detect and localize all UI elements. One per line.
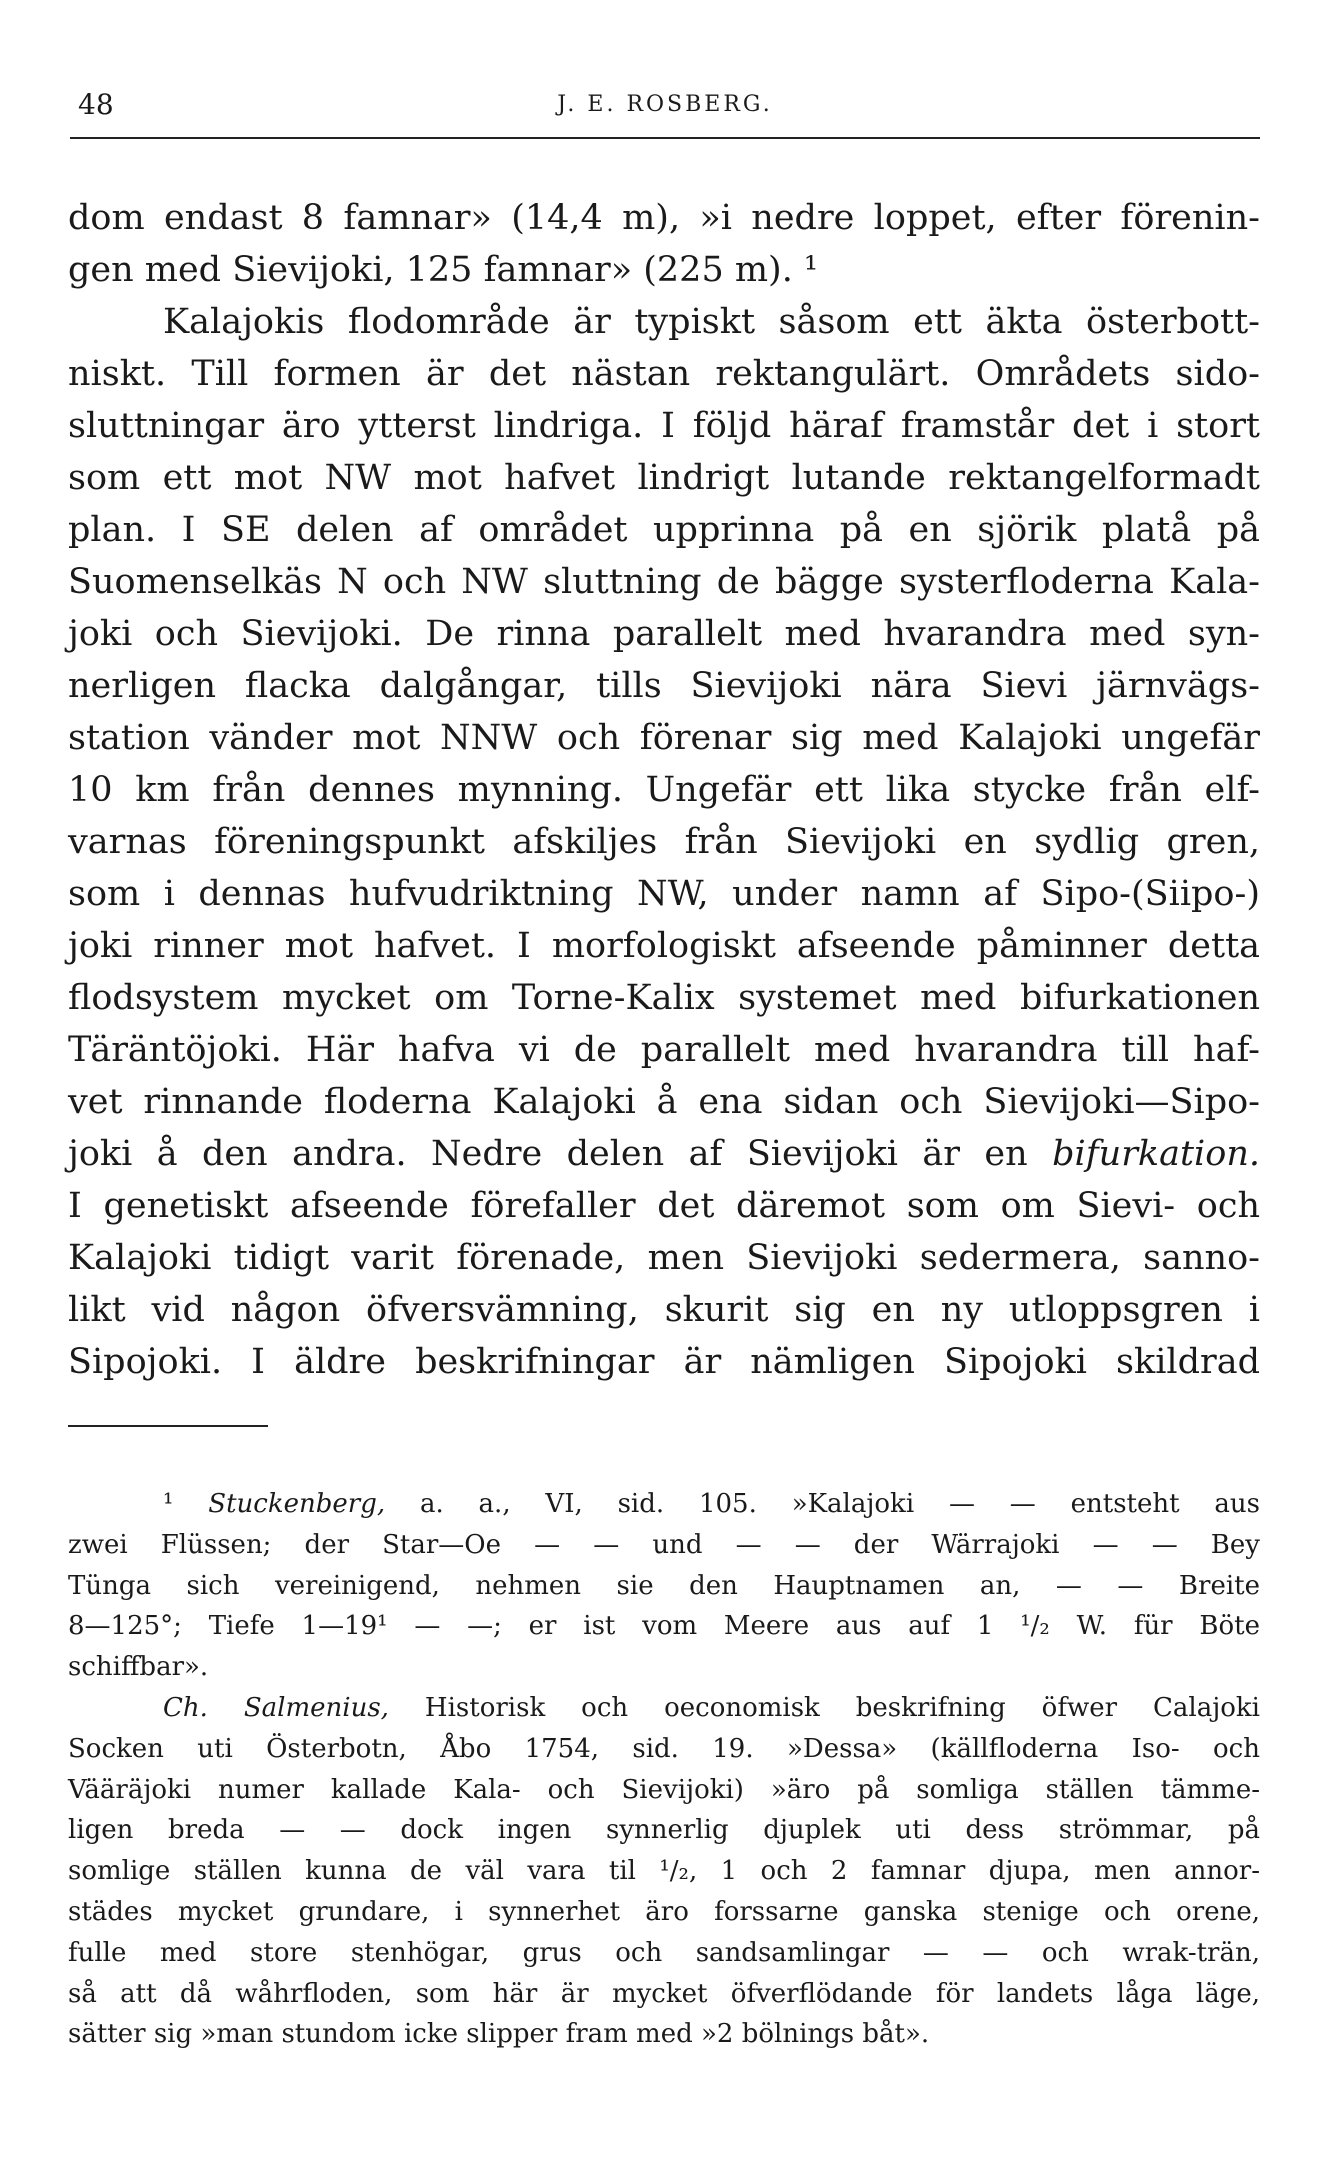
body-line: niskt. Till formen är det nästan rektangulärt. Områdets sido- [68,354,1260,394]
page-number: 48 [78,88,114,121]
footnote-line: Tünga sich vereinigend, nehmen sie den Hauptnamen an, — — Breite [68,1570,1260,1601]
footnote-line: så att då wåhrfloden, som här är mycket öfverflödande för landets låga läge, [68,1978,1260,2009]
body-line: Täräntöjoki. Här hafva vi de parallelt med hvarandra till haf- [68,1030,1260,1070]
body-line: sluttningar äro ytterst lindriga. I följd häraf framstår det i stort [68,406,1260,446]
footnotes [68,1484,1260,2055]
body-text [68,192,1260,1388]
footnote-line: städes mycket grundare, i synnerhet äro forssarne ganska stenige och orene, [68,1896,1260,1927]
body-line: flodsystem mycket om Torne-Kalix systemet med bifurkationen [68,978,1260,1018]
body-line: Suomenselkäs N och NW sluttning de bägge systerfloderna Kala- [68,562,1260,602]
body-line: plan. I SE delen af området upprinna på en sjörik platå på [68,510,1260,550]
body-line: nerligen flacka dalgångar, tills Sievijoki nära Sievi järnvägs- [68,666,1260,706]
body-line: Kalajoki tidigt varit förenade, men Sievijoki sedermera, sanno- [68,1238,1260,1278]
body-line: joki rinner mot hafvet. I morfologiskt afseende påminner detta [68,926,1260,966]
body-line: som i dennas hufvudriktning NW, under namn af Sipo-(Siipo-) [68,874,1260,914]
footnote-line: schiffbar». [68,1652,209,1683]
footnote-mark: ¹ [163,1489,174,1519]
body-line: vet rinnande floderna Kalajoki å ena sidan och Sievijoki—Sipo- [68,1082,1260,1122]
footnote-line: 8—125°; Tiefe 1—19¹ — —; er ist vom Meere aus auf 1 ¹/₂ W. für Böte [68,1611,1260,1642]
footnote-line: Socken uti Österbotn, Åbo 1754, sid. 19. »Dessa» (källfloderna Iso- och [68,1733,1260,1764]
footnote-line: fulle med store stenhögar, grus och sandsamlingar — — och wrak-trän, [68,1937,1260,1968]
footnote-rule [68,1425,268,1427]
body-line [68,1128,1260,1180]
footnote-text: a. a., VI, sid. 105. »Kalajoki — — entsteht aus [419,1489,1261,1519]
emphasis-bifurkation: bifurkation. [1052,1134,1260,1174]
body-line: som ett mot NW mot hafvet lindrigt lutande rektangelformadt [68,458,1260,498]
footnote-line [68,1688,1260,1729]
page-header [70,88,1260,128]
body-line: likt vid någon öfversvämning, skurit sig en ny utloppsgren i [68,1290,1260,1330]
body-line: station vänder mot NNW och förenar sig med Kalajoki ungefär [68,718,1260,758]
header-rule [70,137,1260,139]
footnote-line: somlige ställen kunna de väl vara til ¹/₂, 1 och 2 famnar djupa, men annor- [68,1856,1260,1887]
body-line: varnas föreningspunkt afskiljes från Sievijoki en sydlig gren, [68,822,1260,862]
footnote-line: ligen breda — — dock ingen synnerlig djuplek uti dess strömmar, på [68,1815,1260,1846]
body-line: I genetiskt afseende förefaller det däremot som om Sievi- och [68,1186,1260,1226]
body-line: 10 km från dennes mynning. Ungefär ett lika stycke från elf- [68,770,1260,810]
body-line: Sipojoki. I äldre beskrifningar är nämligen Sipojoki skildrad [68,1342,1260,1382]
footnote-author: Ch. Salmenius, [163,1692,389,1723]
running-head: J. E. ROSBERG. [557,92,773,117]
body-line: joki och Sievijoki. De rinna parallelt med hvarandra med syn- [68,614,1260,654]
body-line-text: gen med Sievijoki, 125 famnar» (225 m). ¹ [68,250,818,290]
footnote-line: Vääräjoki numer kallade Kala- och Sievijoki) »äro på somliga ställen tämme- [68,1774,1260,1805]
body-line [68,244,1260,296]
footnote-author: Stuckenberg, [208,1489,386,1519]
footnote-line: zwei Flüssen; der Star—Oe — — und — — der Wärrajoki — — Bey [68,1529,1260,1560]
footnote-text: Historisk och oeconomisk beskrifning öfwer Calajoki [424,1692,1260,1723]
body-line: dom endast 8 famnar» (14,4 m), »i nedre loppet, efter förenin- [68,198,1260,238]
footnote-line [68,1484,1260,1525]
body-line-text: joki å den andra. Nedre delen af Sievijoki är en [68,1134,1028,1174]
body-line: Kalajokis flodområde är typiskt såsom ett äkta österbott- [163,302,1260,342]
footnote-line: sätter sig »man stundom icke slipper fram med »2 bölnings båt». [68,2019,930,2050]
